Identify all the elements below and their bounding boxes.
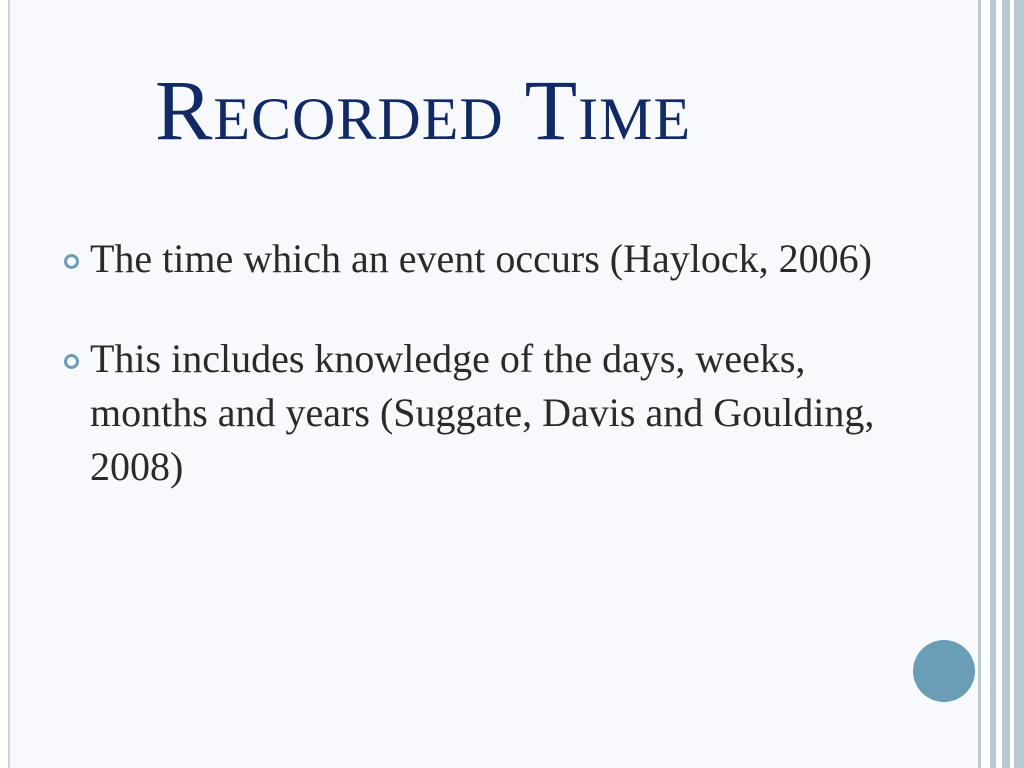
bullet-item [60,332,890,494]
stripe [981,0,990,768]
stripe [1014,0,1024,768]
slide-title: Recorded Time [155,62,692,158]
bullet-list [60,232,890,540]
bullet-text: The time which an event occurs (Haylock, 2006) [90,236,872,281]
slide-nav-circle-icon[interactable] [913,640,975,702]
bullet-text: This includes knowledge of the days, weeks, months and years (Suggate, Davis and Goulding, 2008) [90,336,875,489]
decorative-stripes [978,0,1024,768]
stripe [1002,0,1010,768]
bullet-circle-icon [64,254,79,269]
bullet-circle-icon [64,354,79,369]
bullet-item [60,232,890,286]
